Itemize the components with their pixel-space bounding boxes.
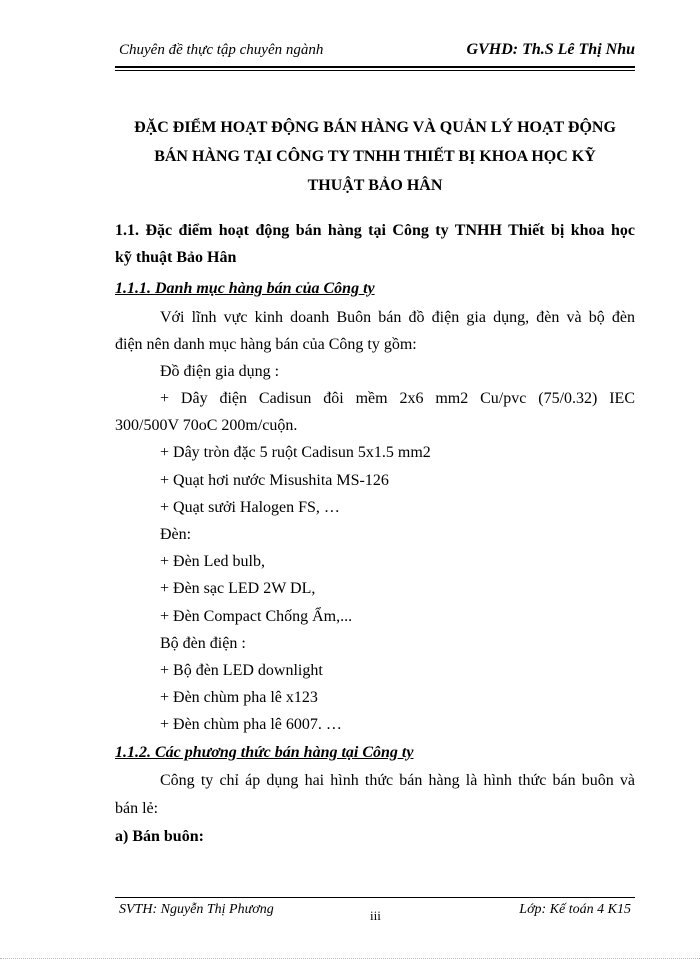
subsection-label: a) Bán buôn:: [115, 828, 204, 845]
header-advisor: GVHD: Th.S Lê Thị Nhu: [466, 41, 635, 58]
list-group-label: Đồ điện gia dụng :: [160, 363, 280, 380]
list-group-label: Bộ đèn điện :: [160, 635, 246, 652]
footer-rule: [115, 897, 635, 898]
header-rule-thin: [115, 70, 635, 71]
section-heading-1-1-2: 1.1.2. Các phương thức bán hàng tại Công ty: [115, 744, 414, 761]
title-line: BÁN HÀNG TẠI CÔNG TY TNHH THIẾT BỊ KHOA HỌC KỸ: [154, 148, 596, 165]
paragraph-line: Công ty chỉ áp dụng hai hình thức bán hàng là hình thức bán buôn và: [160, 772, 635, 789]
list-group-label: Đèn:: [160, 526, 192, 543]
list-item: + Dây tròn đặc 5 ruột Cadisun 5x1.5 mm2: [160, 444, 431, 461]
footer-student: SVTH: Nguyễn Thị Phương: [119, 902, 274, 917]
page-number: iii: [370, 908, 381, 923]
section-heading-1-1-1: 1.1.1. Danh mục hàng bán của Công ty: [115, 280, 375, 297]
section-heading-1-1: 1.1. Đặc điểm hoạt động bán hàng tại Công ty TNHH Thiết bị khoa học: [115, 222, 635, 239]
footer-class: Lớp: Kế toán 4 K15: [519, 902, 631, 917]
list-item: + Đèn Compact Chống Ẩm,...: [160, 608, 353, 625]
paragraph-line: điện nên danh mục hàng bán của Công ty gồm:: [115, 336, 417, 353]
list-item: + Đèn chùm pha lê 6007. …: [160, 716, 342, 733]
list-item: + Đèn sạc LED 2W DL,: [160, 580, 316, 597]
list-item-cont: 300/500V 70oC 200m/cuộn.: [115, 417, 298, 434]
list-item: + Quạt sưởi Halogen FS, …: [160, 499, 340, 516]
title-line: THUẬT BẢO HÂN: [307, 177, 443, 194]
page-border: [0, 958, 700, 959]
section-heading-1-1-cont: kỹ thuật Bảo Hân: [115, 249, 237, 266]
list-item: + Dây điện Cadisun đôi mềm 2x6 mm2 Cu/pvc (75/0.32) IEC: [160, 390, 635, 407]
header-topic: Chuyên đề thực tập chuyên ngành: [119, 42, 324, 58]
page-footer: [115, 902, 635, 924]
list-item: + Đèn Led bulb,: [160, 553, 265, 570]
list-item: + Bộ đèn LED downlight: [160, 662, 323, 679]
chapter-title: [115, 113, 635, 200]
header-rule: [115, 66, 635, 68]
paragraph-line: Với lĩnh vực kinh doanh Buôn bán đồ điện gia dụng, đèn và bộ đèn: [160, 309, 635, 326]
page-header: [115, 38, 635, 64]
list-item: + Đèn chùm pha lê x123: [160, 689, 318, 706]
paragraph-line: bán lẻ:: [115, 800, 159, 817]
title-line: ĐẶC ĐIỂM HOẠT ĐỘNG BÁN HÀNG VÀ QUẢN LÝ HOẠT ĐỘNG: [134, 119, 616, 136]
list-item: + Quạt hơi nước Misushita MS-126: [160, 472, 389, 489]
